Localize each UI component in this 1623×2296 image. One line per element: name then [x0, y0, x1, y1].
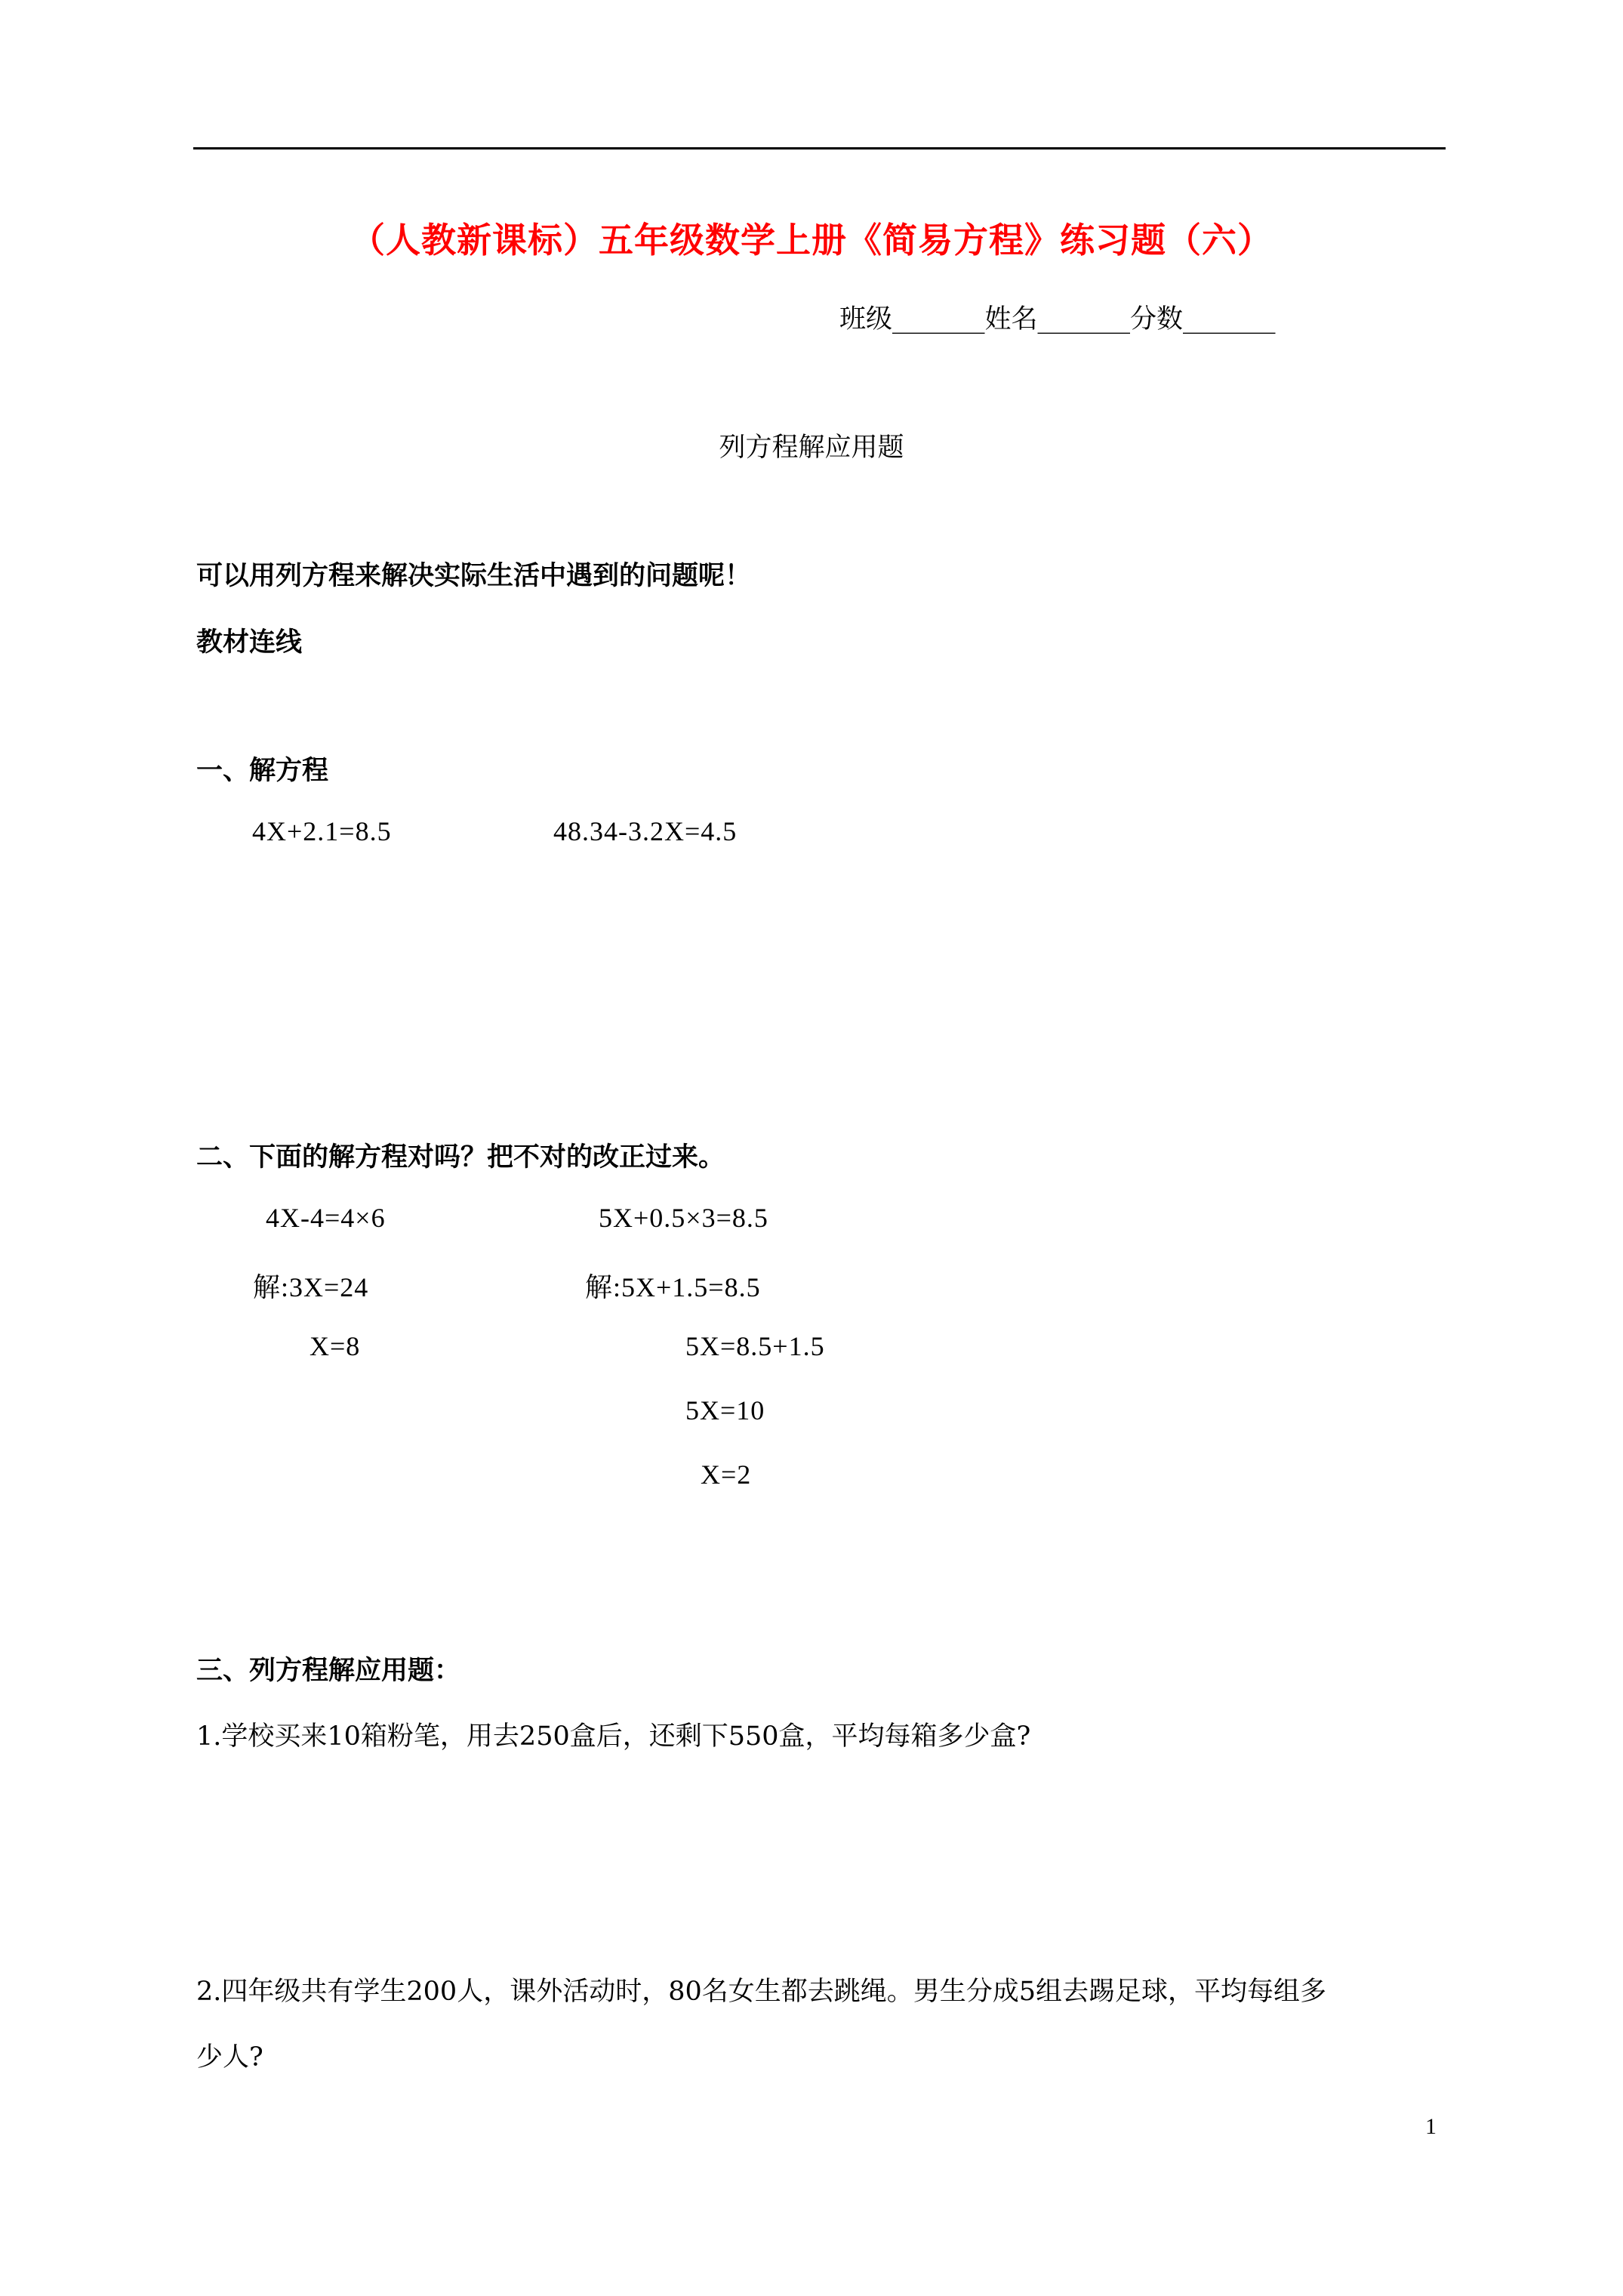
question-2-line-1: 2.四年级共有学生200人，课外活动时，80名女生都去跳绳。男生分成5组去踢足球，平均每组多: [196, 1977, 1327, 2007]
header-rule: [193, 147, 1446, 149]
equation-1: 4X+2.1=8.5: [252, 816, 392, 846]
student-info-line: 班级_______姓名_______分数_______: [839, 304, 1276, 334]
section2-heading: 二、下面的解方程对吗？把不对的改正过来。: [196, 1142, 725, 1173]
right-step-4: X=2: [701, 1459, 752, 1490]
right-problem: 5X+0.5×3=8.5: [599, 1203, 768, 1233]
intro-line: 可以用列方程来解决实际生活中遇到的问题呢！: [196, 560, 752, 591]
page-number: 1: [1425, 2114, 1437, 2139]
section1-heading: 一、解方程: [196, 755, 329, 786]
right-step-2: 5X=8.5+1.5: [685, 1331, 825, 1361]
section-subtitle: 列方程解应用题: [719, 433, 904, 463]
left-problem: 4X-4=4×6: [266, 1203, 386, 1233]
right-step-1: 解:5X+1.5=8.5: [585, 1272, 761, 1302]
section3-heading: 三、列方程解应用题：: [196, 1655, 461, 1686]
textbook-link-label: 教材连线: [196, 627, 303, 658]
left-step-1: 解:3X=24: [253, 1272, 369, 1302]
right-step-3: 5X=10: [685, 1395, 765, 1425]
document-title: （人教新课标）五年级数学上册《简易方程》练习题（六）: [350, 220, 1273, 260]
question-1: 1.学校买来10箱粉笔，用去250盒后，还剩下550盒，平均每箱多少盒?: [196, 1721, 1031, 1752]
question-2-line-2: 少人?: [196, 2042, 263, 2073]
equation-2: 48.34-3.2X=4.5: [553, 816, 738, 846]
left-step-2: X=8: [310, 1331, 361, 1361]
